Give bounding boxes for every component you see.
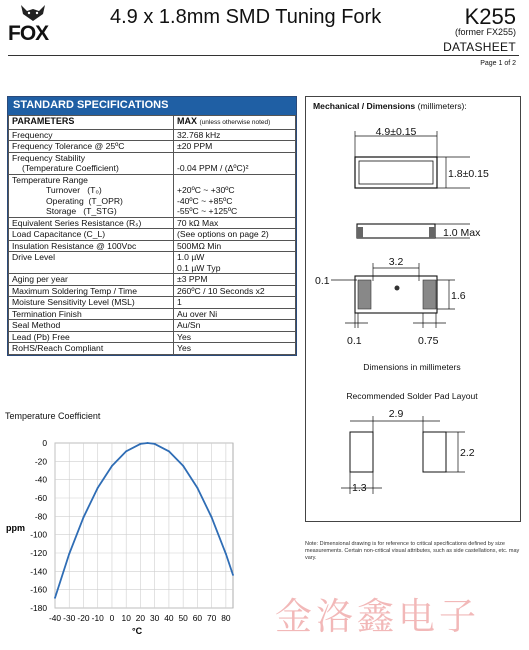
table-row bbox=[9, 308, 296, 320]
value-cell: Yes bbox=[174, 331, 296, 343]
x-tick-label: -10 bbox=[91, 613, 104, 623]
y-tick-label: -80 bbox=[34, 511, 47, 522]
dim-pad-height: 1.6 bbox=[451, 290, 466, 302]
temperature-coefficient-chart bbox=[0, 422, 245, 647]
chart-title: Temperature Coefficient bbox=[5, 411, 101, 421]
param-cell: Load Capacitance (C_L) bbox=[9, 229, 174, 241]
dim-solder-height: 2.2 bbox=[460, 447, 475, 459]
spec-header-row bbox=[9, 116, 296, 130]
y-tick-label: -40 bbox=[34, 474, 47, 485]
value-cell bbox=[174, 152, 296, 174]
value-cell: 1 bbox=[174, 297, 296, 309]
plot-area bbox=[55, 443, 233, 608]
part-number: K255 bbox=[464, 4, 516, 29]
dimension-note: Note: Dimensional drawing is for reference to critical specifications defined by size measurements. Certain non-critical visual attributes, such as side castellations, etc. may vary. bbox=[305, 541, 520, 561]
param-cell: Frequency Tolerance @ 25ºC bbox=[9, 141, 174, 153]
package-top-view bbox=[355, 157, 437, 188]
value-cell: ±20 PPM bbox=[174, 141, 296, 153]
mechanical-title-unit: (millimeters): bbox=[417, 101, 467, 111]
table-row bbox=[9, 240, 296, 252]
pin1-marker bbox=[395, 286, 400, 291]
value-cell bbox=[174, 252, 296, 274]
table-row bbox=[9, 217, 296, 229]
page-title: 4.9 x 1.8mm SMD Tuning Fork bbox=[110, 6, 382, 28]
param-sub-label: Storage bbox=[46, 206, 77, 216]
param-line bbox=[12, 196, 170, 207]
value-cell: Yes bbox=[174, 343, 296, 355]
value-line: 0.1 µW Typ bbox=[177, 262, 221, 273]
bottom-pad-right bbox=[423, 280, 436, 309]
package-lid bbox=[359, 161, 433, 184]
table-row bbox=[9, 285, 296, 297]
table-row bbox=[9, 331, 296, 343]
table-row bbox=[9, 174, 296, 217]
param-sub-symbol: (T₀) bbox=[87, 185, 102, 195]
spec-heading: STANDARD SPECIFICATIONS bbox=[8, 97, 296, 115]
x-tick-label: 70 bbox=[206, 613, 217, 623]
y-tick-label: -60 bbox=[34, 493, 47, 503]
param-sub-symbol: (T_STG) bbox=[83, 206, 117, 216]
bottom-pad-left bbox=[358, 280, 371, 309]
value-cell: 70 kΩ Max bbox=[174, 217, 296, 229]
data-point bbox=[154, 443, 156, 445]
y-tick-label: -140 bbox=[30, 566, 47, 577]
solder-pad-right bbox=[423, 432, 446, 472]
param-line: (Temperature Coefficient) bbox=[22, 163, 119, 173]
x-tick-label: -30 bbox=[63, 613, 76, 623]
value-cell: 500MΩ Min bbox=[174, 240, 296, 252]
watermark: 金洛鑫电子 bbox=[275, 595, 480, 638]
value-line: -55ºC ~ +125ºC bbox=[177, 206, 238, 216]
x-axis-label: °C bbox=[132, 626, 143, 636]
col-max bbox=[174, 116, 296, 130]
param-cell bbox=[9, 174, 174, 217]
data-point bbox=[140, 443, 142, 445]
y-tick-label: -180 bbox=[30, 603, 47, 613]
value-cell: 32.768 kHz bbox=[174, 129, 296, 141]
x-tick-label: 10 bbox=[121, 613, 131, 623]
table-row bbox=[9, 320, 296, 332]
param-line bbox=[12, 185, 170, 196]
mechanical-title-bold: Mechanical / Dimensions bbox=[313, 101, 416, 111]
dim-solder-span: 2.9 bbox=[388, 408, 404, 420]
side-pad bbox=[357, 227, 363, 238]
param-cell: Lead (Pb) Free bbox=[9, 331, 174, 343]
x-tick-label: 50 bbox=[178, 613, 188, 623]
dim-pad-width: 0.75 bbox=[418, 335, 439, 347]
col-max-label: MAX bbox=[177, 116, 197, 126]
value-cell: (See options on page 2) bbox=[174, 229, 296, 241]
page-number: Page 1 of 2 bbox=[480, 60, 516, 67]
value-cell: 260ºC / 10 Seconds x2 bbox=[174, 285, 296, 297]
dim-thickness: 1.0 Max bbox=[443, 227, 481, 239]
param-cell: Moisture Sensitivity Level (MSL) bbox=[9, 297, 174, 309]
param-cell: Termination Finish bbox=[9, 308, 174, 320]
spec-table bbox=[7, 96, 297, 356]
data-point bbox=[168, 450, 170, 452]
table-row bbox=[9, 343, 296, 355]
table-row bbox=[9, 297, 296, 309]
x-tick-label: 30 bbox=[150, 613, 160, 623]
data-point bbox=[182, 465, 184, 467]
logo-text: FOX bbox=[8, 22, 49, 45]
x-tick-label: 80 bbox=[221, 613, 231, 623]
fox-head-icon bbox=[18, 4, 48, 22]
data-point bbox=[125, 450, 127, 452]
table-row bbox=[9, 229, 296, 241]
former-part: (former FX255) bbox=[454, 27, 516, 37]
x-tick-label: 40 bbox=[164, 613, 174, 623]
doc-type: DATASHEET bbox=[443, 40, 516, 54]
param-line bbox=[12, 206, 170, 217]
param-cell: RoHS/Reach Compliant bbox=[9, 343, 174, 355]
param-cell: Aging per year bbox=[9, 274, 174, 286]
param-cell: Drive Level bbox=[9, 252, 174, 274]
value-line: +20ºC ~ +30ºC bbox=[177, 185, 235, 195]
dim-solder-width: 1.3 bbox=[352, 482, 367, 494]
dim-pad-spacing: 3.2 bbox=[388, 256, 404, 268]
x-tick-label: 20 bbox=[135, 613, 146, 623]
data-point bbox=[111, 465, 113, 467]
param-sub-label: Turnover bbox=[46, 185, 81, 195]
solder-pad-title: Recommended Solder Pad Layout bbox=[346, 391, 478, 401]
param-cell: Maximum Soldering Temp / Time bbox=[9, 285, 174, 297]
table-row bbox=[9, 252, 296, 274]
param-cell: Seal Method bbox=[9, 320, 174, 332]
dimensions-caption: Dimensions in millimeters bbox=[363, 362, 461, 372]
param-cell bbox=[9, 152, 174, 174]
data-point bbox=[68, 553, 70, 555]
value-line: 1.0 µW bbox=[177, 252, 205, 262]
col-parameters: PARAMETERS bbox=[9, 116, 174, 130]
x-tick-label: 0 bbox=[109, 613, 115, 623]
y-tick-label: 0 bbox=[42, 438, 47, 448]
param-sub-symbol: (T_OPR) bbox=[88, 195, 123, 206]
header-divider bbox=[8, 55, 519, 56]
x-tick-label: -20 bbox=[77, 613, 90, 623]
y-tick-label: -160 bbox=[30, 584, 47, 595]
dim-gap: 0.1 bbox=[347, 335, 362, 347]
param-sub-label: Operating bbox=[46, 195, 84, 206]
value-cell: ±3 PPM bbox=[174, 274, 296, 286]
param-cell: Equivalent Series Resistance (Rₛ) bbox=[9, 217, 174, 229]
x-tick-label: -40 bbox=[48, 613, 62, 623]
mechanical-drawing bbox=[305, 96, 519, 520]
value-cell bbox=[174, 174, 296, 217]
package-side-view bbox=[357, 224, 435, 238]
data-point bbox=[54, 597, 56, 599]
data-point bbox=[232, 574, 234, 576]
y-axis-label: ppm bbox=[6, 523, 25, 533]
data-point bbox=[225, 553, 227, 555]
y-tick-label: -20 bbox=[34, 456, 47, 467]
value-line: -40ºC ~ +85ºC bbox=[177, 195, 233, 206]
data-point bbox=[197, 487, 199, 489]
data-point bbox=[147, 442, 149, 444]
y-tick-label: -100 bbox=[30, 529, 47, 540]
value-line: -0.04 PPM / (ΔºC)² bbox=[177, 163, 249, 173]
param-line: Temperature Range bbox=[12, 174, 88, 185]
param-line: Frequency Stability bbox=[12, 152, 86, 163]
col-max-note: (unless otherwise noted) bbox=[199, 119, 271, 126]
table-row bbox=[9, 141, 296, 153]
x-tick-label: 60 bbox=[192, 613, 203, 623]
dim-pad-offset: 0.1 bbox=[315, 275, 330, 287]
dim-height: 1.8±0.15 bbox=[448, 168, 489, 180]
y-tick-label: -120 bbox=[30, 548, 47, 558]
param-cell: Insulation Resistance @ 100Vᴅᴄ bbox=[9, 240, 174, 252]
data-point bbox=[97, 487, 99, 489]
dim-width: 4.9±0.15 bbox=[375, 126, 417, 138]
value-cell: Au/Sn bbox=[174, 320, 296, 332]
solder-pad-left bbox=[350, 432, 373, 472]
param-cell: Frequency bbox=[9, 129, 174, 141]
value-cell: Au over Ni bbox=[174, 308, 296, 320]
table-row bbox=[9, 152, 296, 174]
data-point bbox=[83, 516, 85, 518]
table-row bbox=[9, 129, 296, 141]
side-pad bbox=[429, 227, 435, 238]
table-row bbox=[9, 274, 296, 286]
data-point bbox=[211, 516, 213, 518]
